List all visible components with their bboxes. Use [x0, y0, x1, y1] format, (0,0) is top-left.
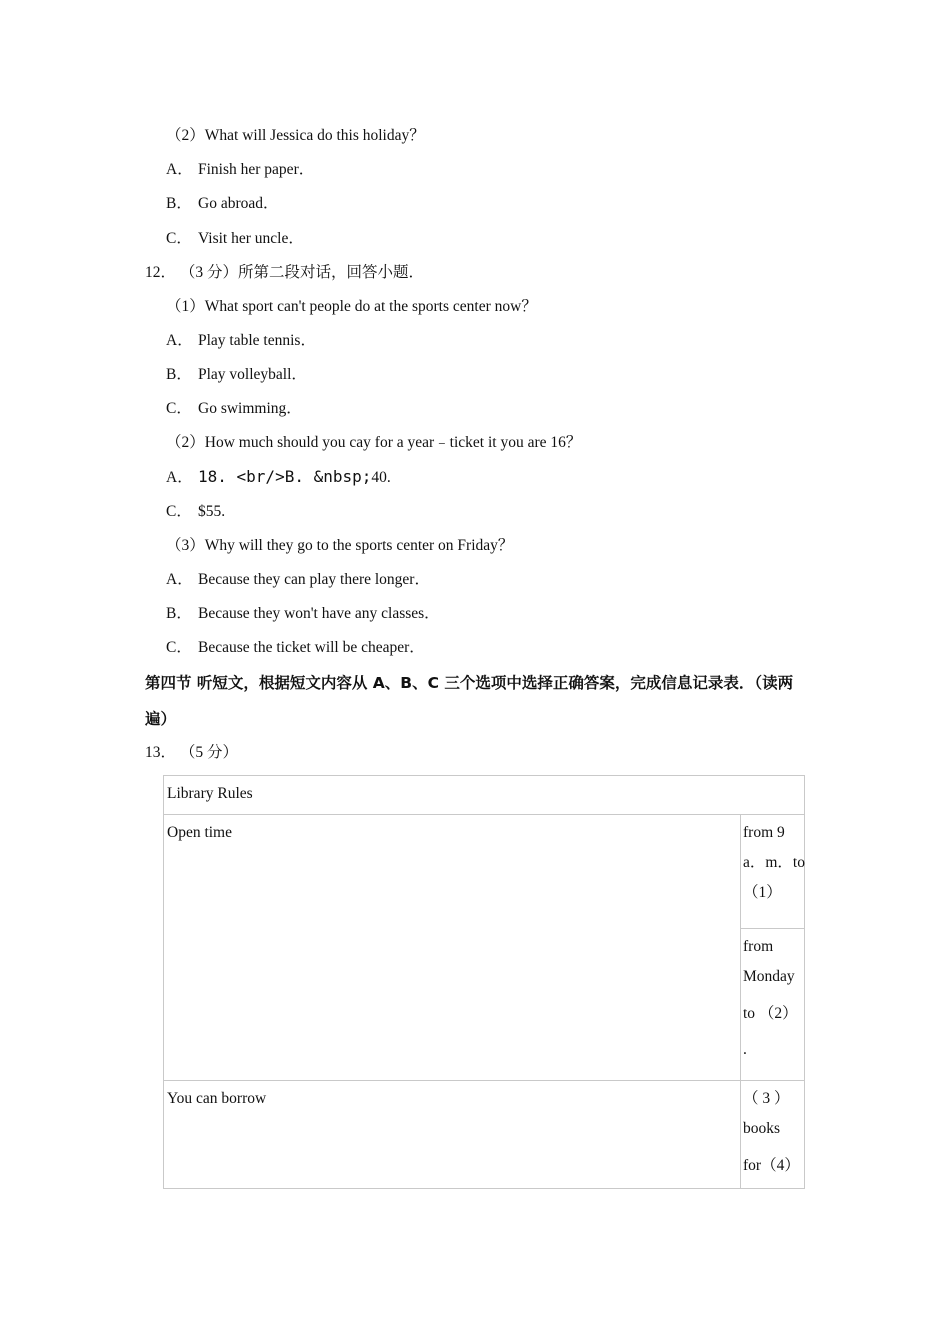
- blank-3-4-cell: [741, 1081, 805, 1189]
- table-title-cell: [164, 776, 805, 815]
- option-text: Visit her uncle．: [198, 230, 304, 247]
- open-time-label-cell: [164, 815, 741, 1081]
- option-label: B．: [166, 366, 192, 383]
- option-text: $55.: [198, 503, 226, 520]
- borrow-label: You can borrow: [167, 1090, 267, 1107]
- cell-text: .: [743, 1041, 747, 1058]
- option-label: B．: [166, 605, 192, 622]
- q12-sub2-option-c[interactable]: [166, 502, 225, 522]
- option-text: Because they won't have any classes．: [198, 605, 440, 622]
- blank-2[interactable]: to （2）: [743, 1005, 798, 1022]
- q12-sub1-option-c[interactable]: [166, 399, 302, 419]
- cell-text: books: [743, 1120, 781, 1137]
- option-raw-markup: 18. <br/>B. &nbsp;: [198, 467, 372, 486]
- q11-sub2-option-c[interactable]: [166, 229, 304, 249]
- option-text: Because they can play there longer．: [198, 571, 430, 588]
- section-heading: 第四节 听短文，根据短文内容从 A、B、C 三个选项中选择正确答案，完成信息记录表．（读两: [145, 674, 794, 692]
- option-tail: 40.: [371, 469, 391, 486]
- blank-3[interactable]: （ 3 ）: [743, 1090, 790, 1107]
- option-text: Because the ticket will be cheaper．: [198, 639, 425, 656]
- option-text: Play table tennis．: [198, 332, 316, 349]
- question-score: （5 分）: [179, 744, 239, 761]
- question-stem: （3 分）所第二段对话，回答小题．: [179, 264, 425, 281]
- option-label: C．: [166, 503, 192, 520]
- cell-text: from 9: [743, 824, 785, 841]
- option-text: Go swimming．: [198, 400, 302, 417]
- question-number: 13．: [145, 744, 177, 761]
- option-label: A．: [166, 469, 193, 486]
- q12-sub1-prompt: （1）What sport can't people do at the sports center now？: [166, 298, 537, 315]
- q12-sub2-prompt: （2）How much should you cay for a year﹣ticket it you are 16？: [166, 434, 582, 451]
- blank-4[interactable]: for（4）: [743, 1157, 800, 1174]
- borrow-label-cell: [164, 1081, 741, 1189]
- option-label: B．: [166, 195, 192, 212]
- library-rules-table: [163, 775, 805, 1189]
- section-heading-continued: 遍）: [145, 710, 177, 728]
- cell-text: from: [743, 938, 774, 955]
- option-label: C．: [166, 639, 192, 656]
- q12-sub3-prompt: （3）Why will they go to the sports center on Friday？: [166, 537, 514, 554]
- option-label: A．: [166, 332, 193, 349]
- option-label: A．: [166, 161, 193, 178]
- option-label: C．: [166, 230, 192, 247]
- q12-stem: [145, 263, 424, 283]
- open-time-label: Open time: [167, 824, 232, 841]
- option-text: Go abroad．: [198, 195, 279, 212]
- question-number: 12．: [145, 264, 177, 281]
- q12-sub3-option-c[interactable]: [166, 638, 425, 658]
- q12-sub2-option-a[interactable]: [166, 467, 391, 488]
- cell-text: Monday: [743, 968, 795, 985]
- option-label: C．: [166, 400, 192, 417]
- q12-sub1-option-a[interactable]: [166, 331, 316, 351]
- q13-stem: [145, 743, 238, 763]
- option-text: Play volleyball．: [198, 366, 307, 383]
- q12-sub1-option-b[interactable]: [166, 365, 307, 385]
- q11-sub2-option-b[interactable]: [166, 194, 279, 214]
- q12-sub3-option-a[interactable]: [166, 570, 430, 590]
- q12-sub3-option-b[interactable]: [166, 604, 440, 624]
- q11-sub2-option-a[interactable]: [166, 160, 314, 180]
- blank-2-cell: [741, 929, 805, 1081]
- table-title: Library Rules: [167, 785, 253, 802]
- option-label: A．: [166, 571, 193, 588]
- option-text: Finish her paper．: [198, 161, 315, 178]
- blank-1-cell: [741, 815, 805, 929]
- cell-text: a．m．to: [743, 854, 805, 871]
- blank-1[interactable]: （1）: [743, 884, 782, 901]
- q11-sub2-prompt: （2）What will Jessica do this holiday？: [166, 127, 425, 144]
